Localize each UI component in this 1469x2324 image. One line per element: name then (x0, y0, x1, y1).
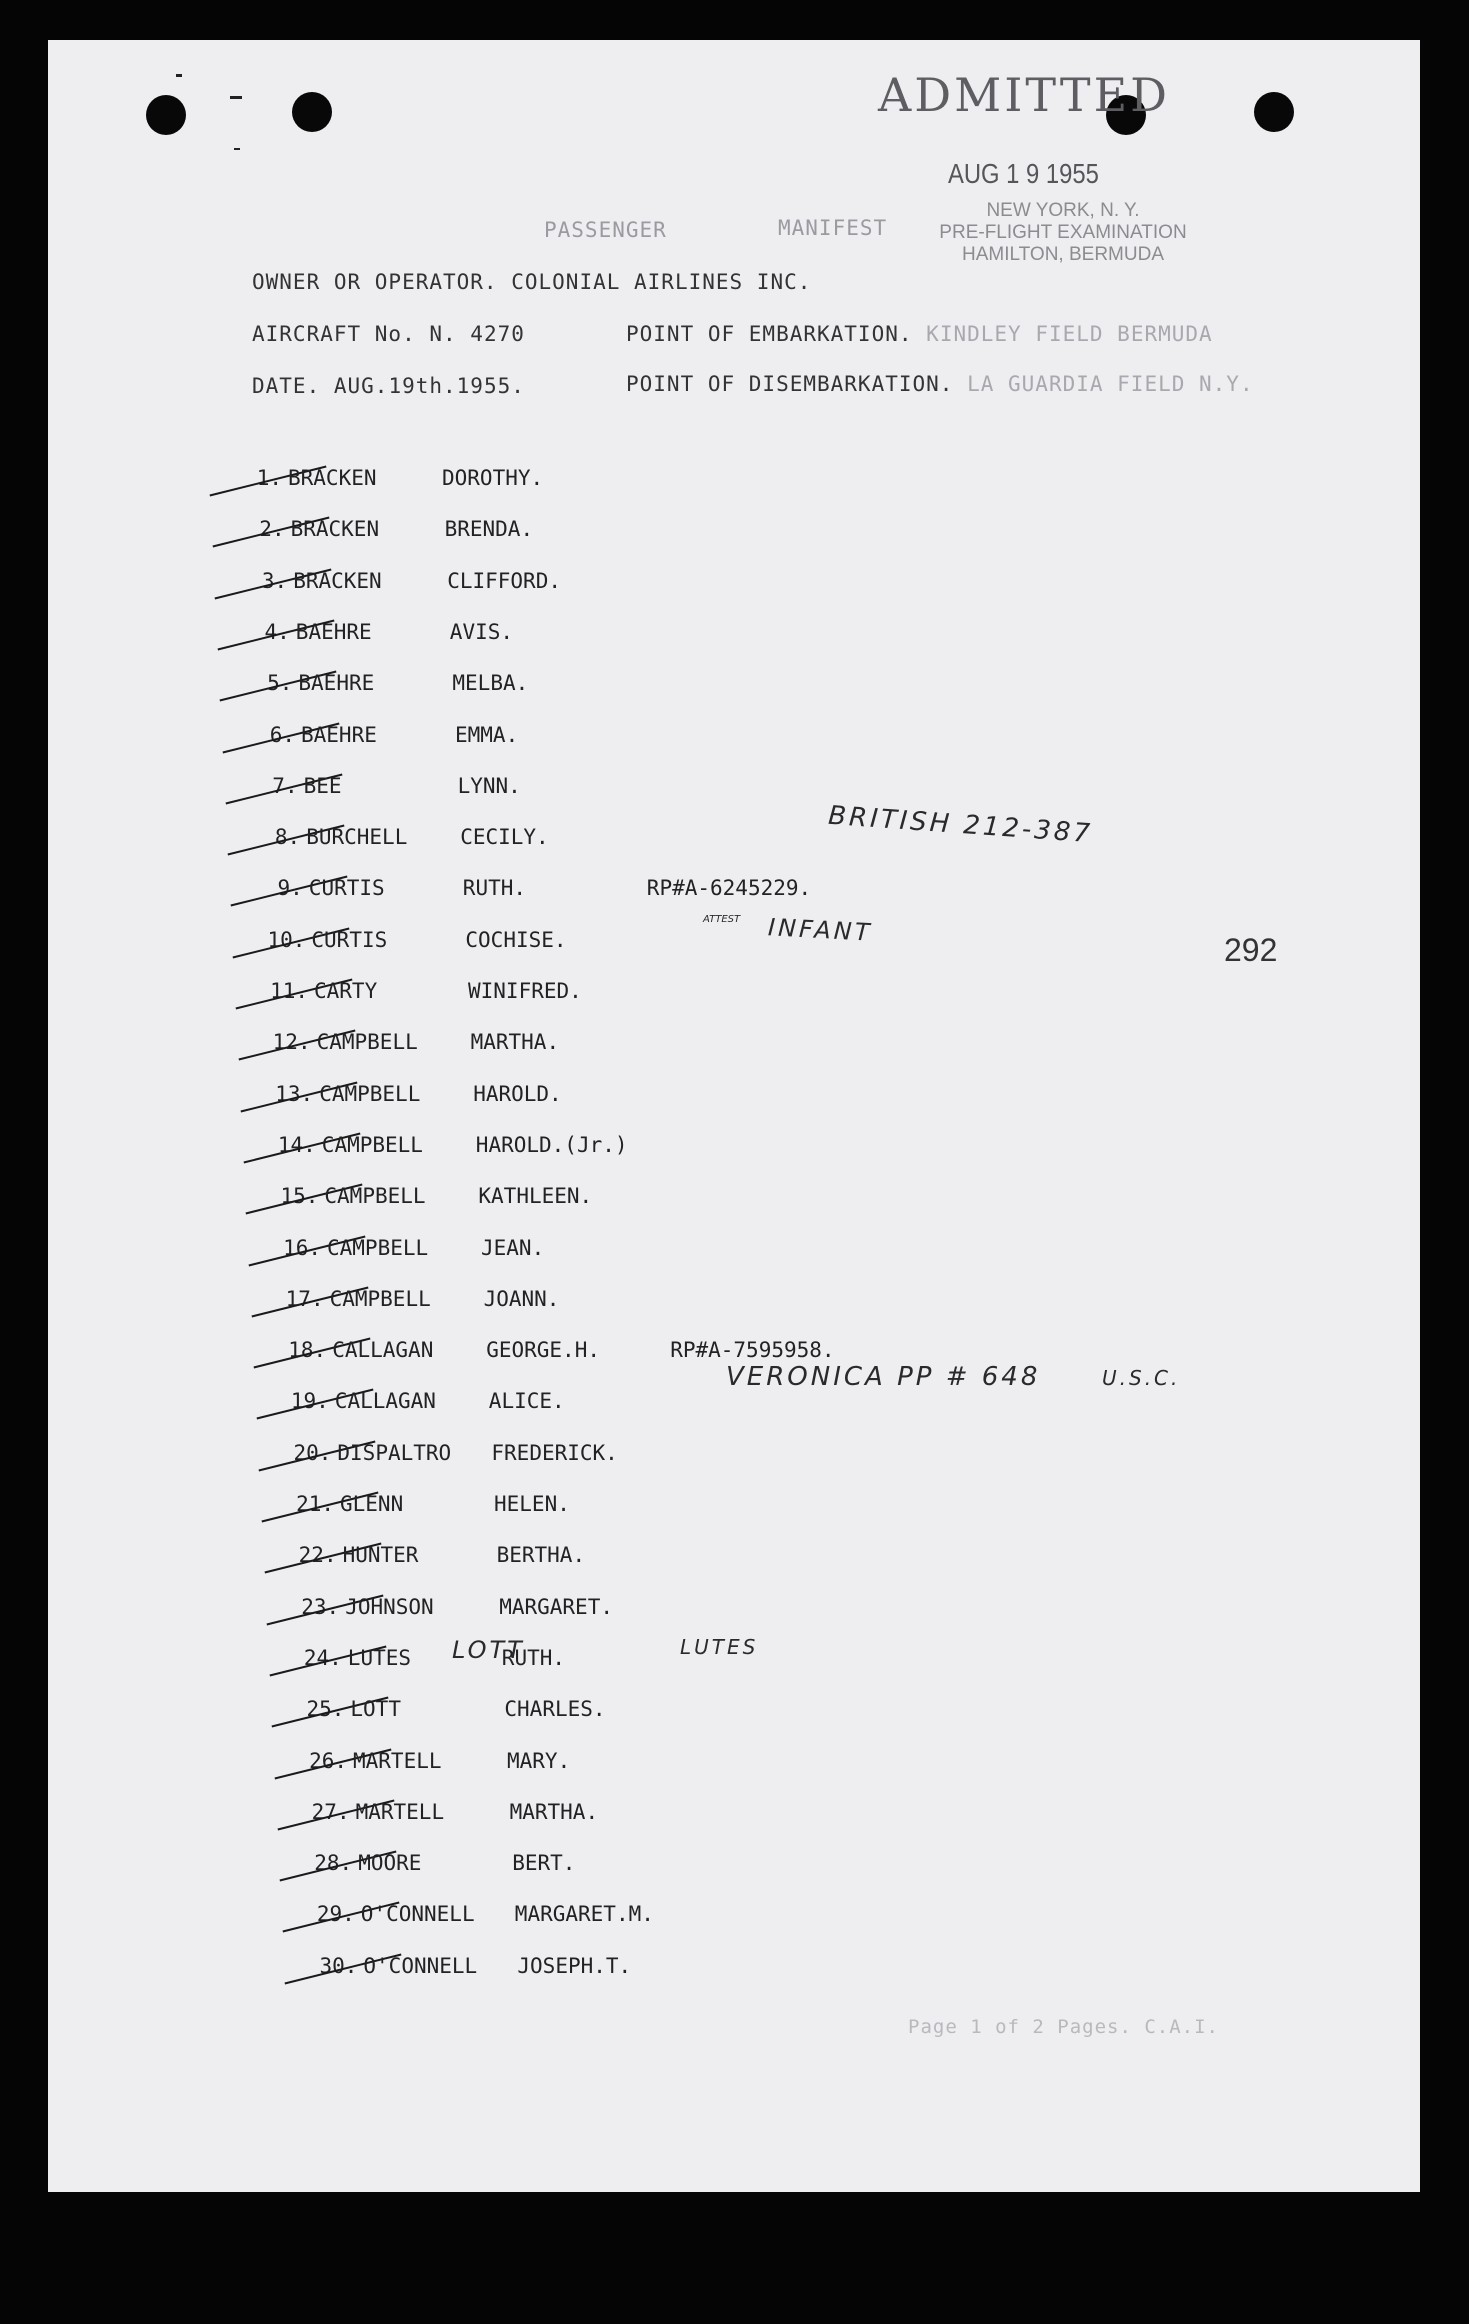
passenger-surname: CALLAGAN (334, 1389, 436, 1414)
passenger-number (278, 1492, 334, 1516)
passenger-number (262, 1184, 318, 1208)
passenger-surname: GLENN (340, 1492, 404, 1516)
passenger-number-text: 2. (259, 517, 285, 542)
passenger-surname: CAMPBELL (321, 1132, 423, 1157)
passenger-number-text: 14. (277, 1132, 316, 1157)
punch-hole-middle (292, 92, 332, 132)
passenger-given-name: MARY. (507, 1748, 571, 1773)
passenger-number-text: 7. (272, 773, 298, 798)
passenger-number (239, 723, 295, 747)
passenger-given-name: COCHISE. (465, 927, 567, 952)
passenger-number (270, 1338, 326, 1362)
passenger-given-name: HELEN. (494, 1492, 570, 1516)
passenger-number-text: 22. (298, 1543, 337, 1568)
handwritten-infant-note: INFANT (767, 913, 874, 947)
passenger-given-name: WINIFRED. (468, 979, 582, 1003)
passenger-number (265, 1236, 321, 1260)
disembarkation-value: LA GUARDIA FIELD N.Y. (967, 372, 1254, 396)
ink-speck (230, 96, 242, 99)
passenger-surname: MARTELL (355, 1799, 445, 1824)
passenger-number (268, 1287, 324, 1311)
date-label: DATE. (252, 374, 321, 398)
handwritten-usc-note: U.S.C. (1102, 1366, 1181, 1390)
office-stamp-line: HAMILTON, BERMUDA (962, 244, 1164, 265)
passenger-number-text: 13. (275, 1081, 314, 1106)
passenger-number-text: 26. (309, 1748, 347, 1773)
passenger-number-text: 9. (277, 876, 303, 901)
owner-label: OWNER OR OPERATOR. (252, 270, 498, 294)
passenger-number-text: 25. (306, 1697, 345, 1722)
page-number: 292 (1224, 932, 1278, 968)
disembarkation-label: POINT OF DISEMBARKATION. (626, 372, 954, 396)
passenger-number-text: 24. (303, 1645, 342, 1670)
passenger-number (244, 825, 300, 849)
embarkation-label: POINT OF EMBARKATION. (626, 322, 913, 346)
passenger-surname: MOORE (358, 1851, 422, 1876)
passenger-given-name: FREDERICK. (491, 1440, 618, 1465)
passenger-number (291, 1749, 347, 1773)
passenger-number (257, 1082, 313, 1106)
passenger-number-text: 23. (301, 1594, 340, 1619)
passenger-surname: CAMPBELL (324, 1184, 426, 1209)
passenger-surname: DISPALTRO (337, 1440, 452, 1465)
passenger-number-text: 29. (316, 1902, 355, 1927)
office-stamp-line: PRE-FLIGHT EXAMINATION (939, 222, 1187, 243)
manifest-page (48, 40, 1420, 2192)
handwritten-attest-note: ATTEST (703, 914, 741, 925)
passenger-surname: HUNTER (342, 1543, 419, 1568)
passenger-given-name: JOSEPH.T. (517, 1953, 632, 1978)
passenger-number-text: 4. (264, 619, 290, 644)
passenger-given-name: EMMA. (455, 722, 519, 747)
passenger-given-name: RUTH. (462, 876, 527, 901)
date-value: AUG.19th.1955. (333, 374, 525, 398)
aircraft-value: N. 4270 (429, 322, 525, 346)
passenger-number (234, 620, 290, 644)
passenger-permit-note: RP#A-7595958. (670, 1338, 835, 1363)
passenger-number (286, 1646, 342, 1670)
passenger-surname: O'CONNELL (363, 1953, 478, 1978)
office-stamp-line: NEW YORK, N. Y. (986, 200, 1140, 221)
passenger-given-name: JOANN. (483, 1286, 560, 1311)
ink-speck (234, 148, 240, 150)
passenger-number (275, 1441, 331, 1465)
passenger-surname: BRACKEN (288, 466, 377, 490)
passenger-given-name: BERT. (512, 1851, 576, 1876)
passenger-permit-note: RP#A-6245229. (646, 876, 812, 901)
passenger-number (294, 1800, 350, 1824)
ink-speck (176, 74, 182, 77)
passenger-number-text: 21. (296, 1492, 334, 1516)
passenger-given-name: HAROLD.(Jr.) (475, 1132, 628, 1157)
passenger-surname: JOHNSON (345, 1594, 434, 1619)
passenger-given-name: LYNN. (457, 773, 521, 798)
passenger-given-name: MARTHA. (509, 1799, 599, 1824)
passenger-surname: CURTIS (308, 876, 385, 901)
passenger-surname: CAMPBELL (316, 1030, 418, 1055)
handwritten-lutes-note: LUTES (680, 1635, 759, 1659)
passenger-surname: LUTES (347, 1645, 412, 1670)
passenger-number (281, 1543, 337, 1567)
passenger-surname: CAMPBELL (319, 1081, 421, 1106)
passenger-number (288, 1697, 344, 1721)
passenger-surname: BAEHRE (295, 619, 372, 644)
passenger-surname: LOTT (350, 1697, 401, 1722)
passenger-surname: BEE (303, 773, 342, 798)
passenger-number (236, 671, 292, 695)
handwritten-veronica-note: VERONICA PP # 648 (726, 1362, 1041, 1392)
passenger-number-text: 6. (269, 722, 295, 747)
embarkation-line (626, 322, 1213, 346)
passenger-given-name: BERTHA. (496, 1543, 586, 1568)
date-line (252, 374, 525, 398)
passenger-number-text: 28. (314, 1851, 353, 1876)
passenger-surname: CALLAGAN (332, 1338, 434, 1363)
passenger-given-name: MELBA. (452, 671, 529, 696)
aircraft-line (252, 322, 525, 346)
passenger-surname: BAEHRE (298, 671, 375, 696)
office-stamp (918, 200, 1208, 266)
passenger-given-name: KATHLEEN. (478, 1184, 593, 1209)
passenger-number-text: 27. (311, 1799, 350, 1824)
passenger-surname: CARTY (314, 979, 378, 1003)
passenger-surname: CAMPBELL (327, 1235, 429, 1260)
passenger-number-text: 30. (319, 1953, 358, 1978)
passenger-number-text: 20. (293, 1440, 332, 1465)
passenger-given-name: ALICE. (488, 1389, 565, 1414)
passenger-number (301, 1954, 357, 1978)
passenger-number-text: 10. (267, 927, 306, 952)
passenger-given-name: CECILY. (460, 825, 549, 850)
passenger-number-text: 15. (280, 1184, 319, 1209)
passenger-number (247, 876, 303, 900)
passenger-number-text: 12. (272, 1030, 311, 1055)
passenger-surname: O'CONNELL (360, 1902, 475, 1927)
passenger-surname: BAEHRE (301, 722, 377, 747)
passenger-number (296, 1851, 352, 1875)
page-footer: Page 1 of 2 Pages. C.A.I. (908, 2016, 1219, 2038)
passenger-surname: BRACKEN (290, 517, 380, 542)
embarkation-value: KINDLEY FIELD BERMUDA (926, 322, 1213, 346)
passenger-given-name: AVIS. (449, 619, 514, 644)
passenger-given-name: CHARLES. (504, 1697, 606, 1722)
passenger-number-text: 11. (270, 979, 308, 1003)
passenger-number-text: 3. (261, 568, 288, 593)
admitted-stamp: ADMITTED (878, 68, 1171, 122)
passenger-number (255, 1030, 311, 1054)
passenger-given-name: GEORGE.H. (486, 1338, 600, 1363)
passenger-given-name: BRENDA. (444, 517, 534, 542)
passenger-given-name: MARGARET. (499, 1594, 613, 1619)
passenger-number (226, 466, 282, 490)
passenger-number-text: 18. (288, 1338, 327, 1363)
passenger-given-name: HAROLD. (473, 1081, 562, 1106)
passenger-surname: MARTELL (353, 1748, 442, 1773)
passenger-given-name: MARGARET.M. (514, 1902, 654, 1927)
passenger-number (231, 569, 287, 593)
manifest-title-manifest: MANIFEST (778, 216, 888, 240)
passenger-number (252, 979, 308, 1003)
passenger-given-name: JEAN. (481, 1235, 545, 1260)
passenger-given-name: DOROTHY. (442, 466, 544, 490)
passenger-number (229, 517, 285, 541)
passenger-given-name: RUTH. (501, 1645, 566, 1670)
passenger-number-text: 5. (267, 671, 293, 696)
disembarkation-line (626, 372, 1254, 396)
passenger-surname: CAMPBELL (329, 1286, 431, 1311)
passenger-surname: BURCHELL (306, 825, 408, 850)
aircraft-label: AIRCRAFT No. (252, 322, 416, 346)
manifest-title-passenger: PASSENGER (544, 218, 667, 242)
passenger-number (260, 1133, 316, 1157)
date-stamp: AUG 1 9 1955 (948, 158, 1099, 189)
passenger-number-text: 16. (283, 1235, 321, 1260)
passenger-number-text: 1. (256, 466, 282, 490)
handwritten-lott-correction: LOTT (452, 1636, 525, 1664)
passenger-number (242, 774, 298, 798)
passenger-given-name: MARTHA. (470, 1030, 560, 1055)
punch-hole-right-b (1254, 92, 1294, 132)
passenger-number-text: 19. (290, 1389, 329, 1414)
passenger-surname: BRACKEN (293, 568, 382, 593)
passenger-number (249, 928, 305, 952)
owner-value: COLONIAL AIRLINES INC. (511, 270, 812, 294)
passenger-number (273, 1389, 329, 1413)
passenger-number-text: 8. (274, 825, 301, 850)
handwritten-british-note: BRITISH 212-387 (827, 800, 1094, 850)
passenger-given-name: CLIFFORD. (447, 568, 561, 593)
passenger-number (299, 1902, 355, 1926)
passenger-number (283, 1595, 339, 1619)
passenger-number-text: 17. (285, 1286, 324, 1311)
passenger-surname: CURTIS (311, 927, 388, 952)
punch-hole-left (146, 95, 186, 135)
owner-line (252, 270, 811, 294)
